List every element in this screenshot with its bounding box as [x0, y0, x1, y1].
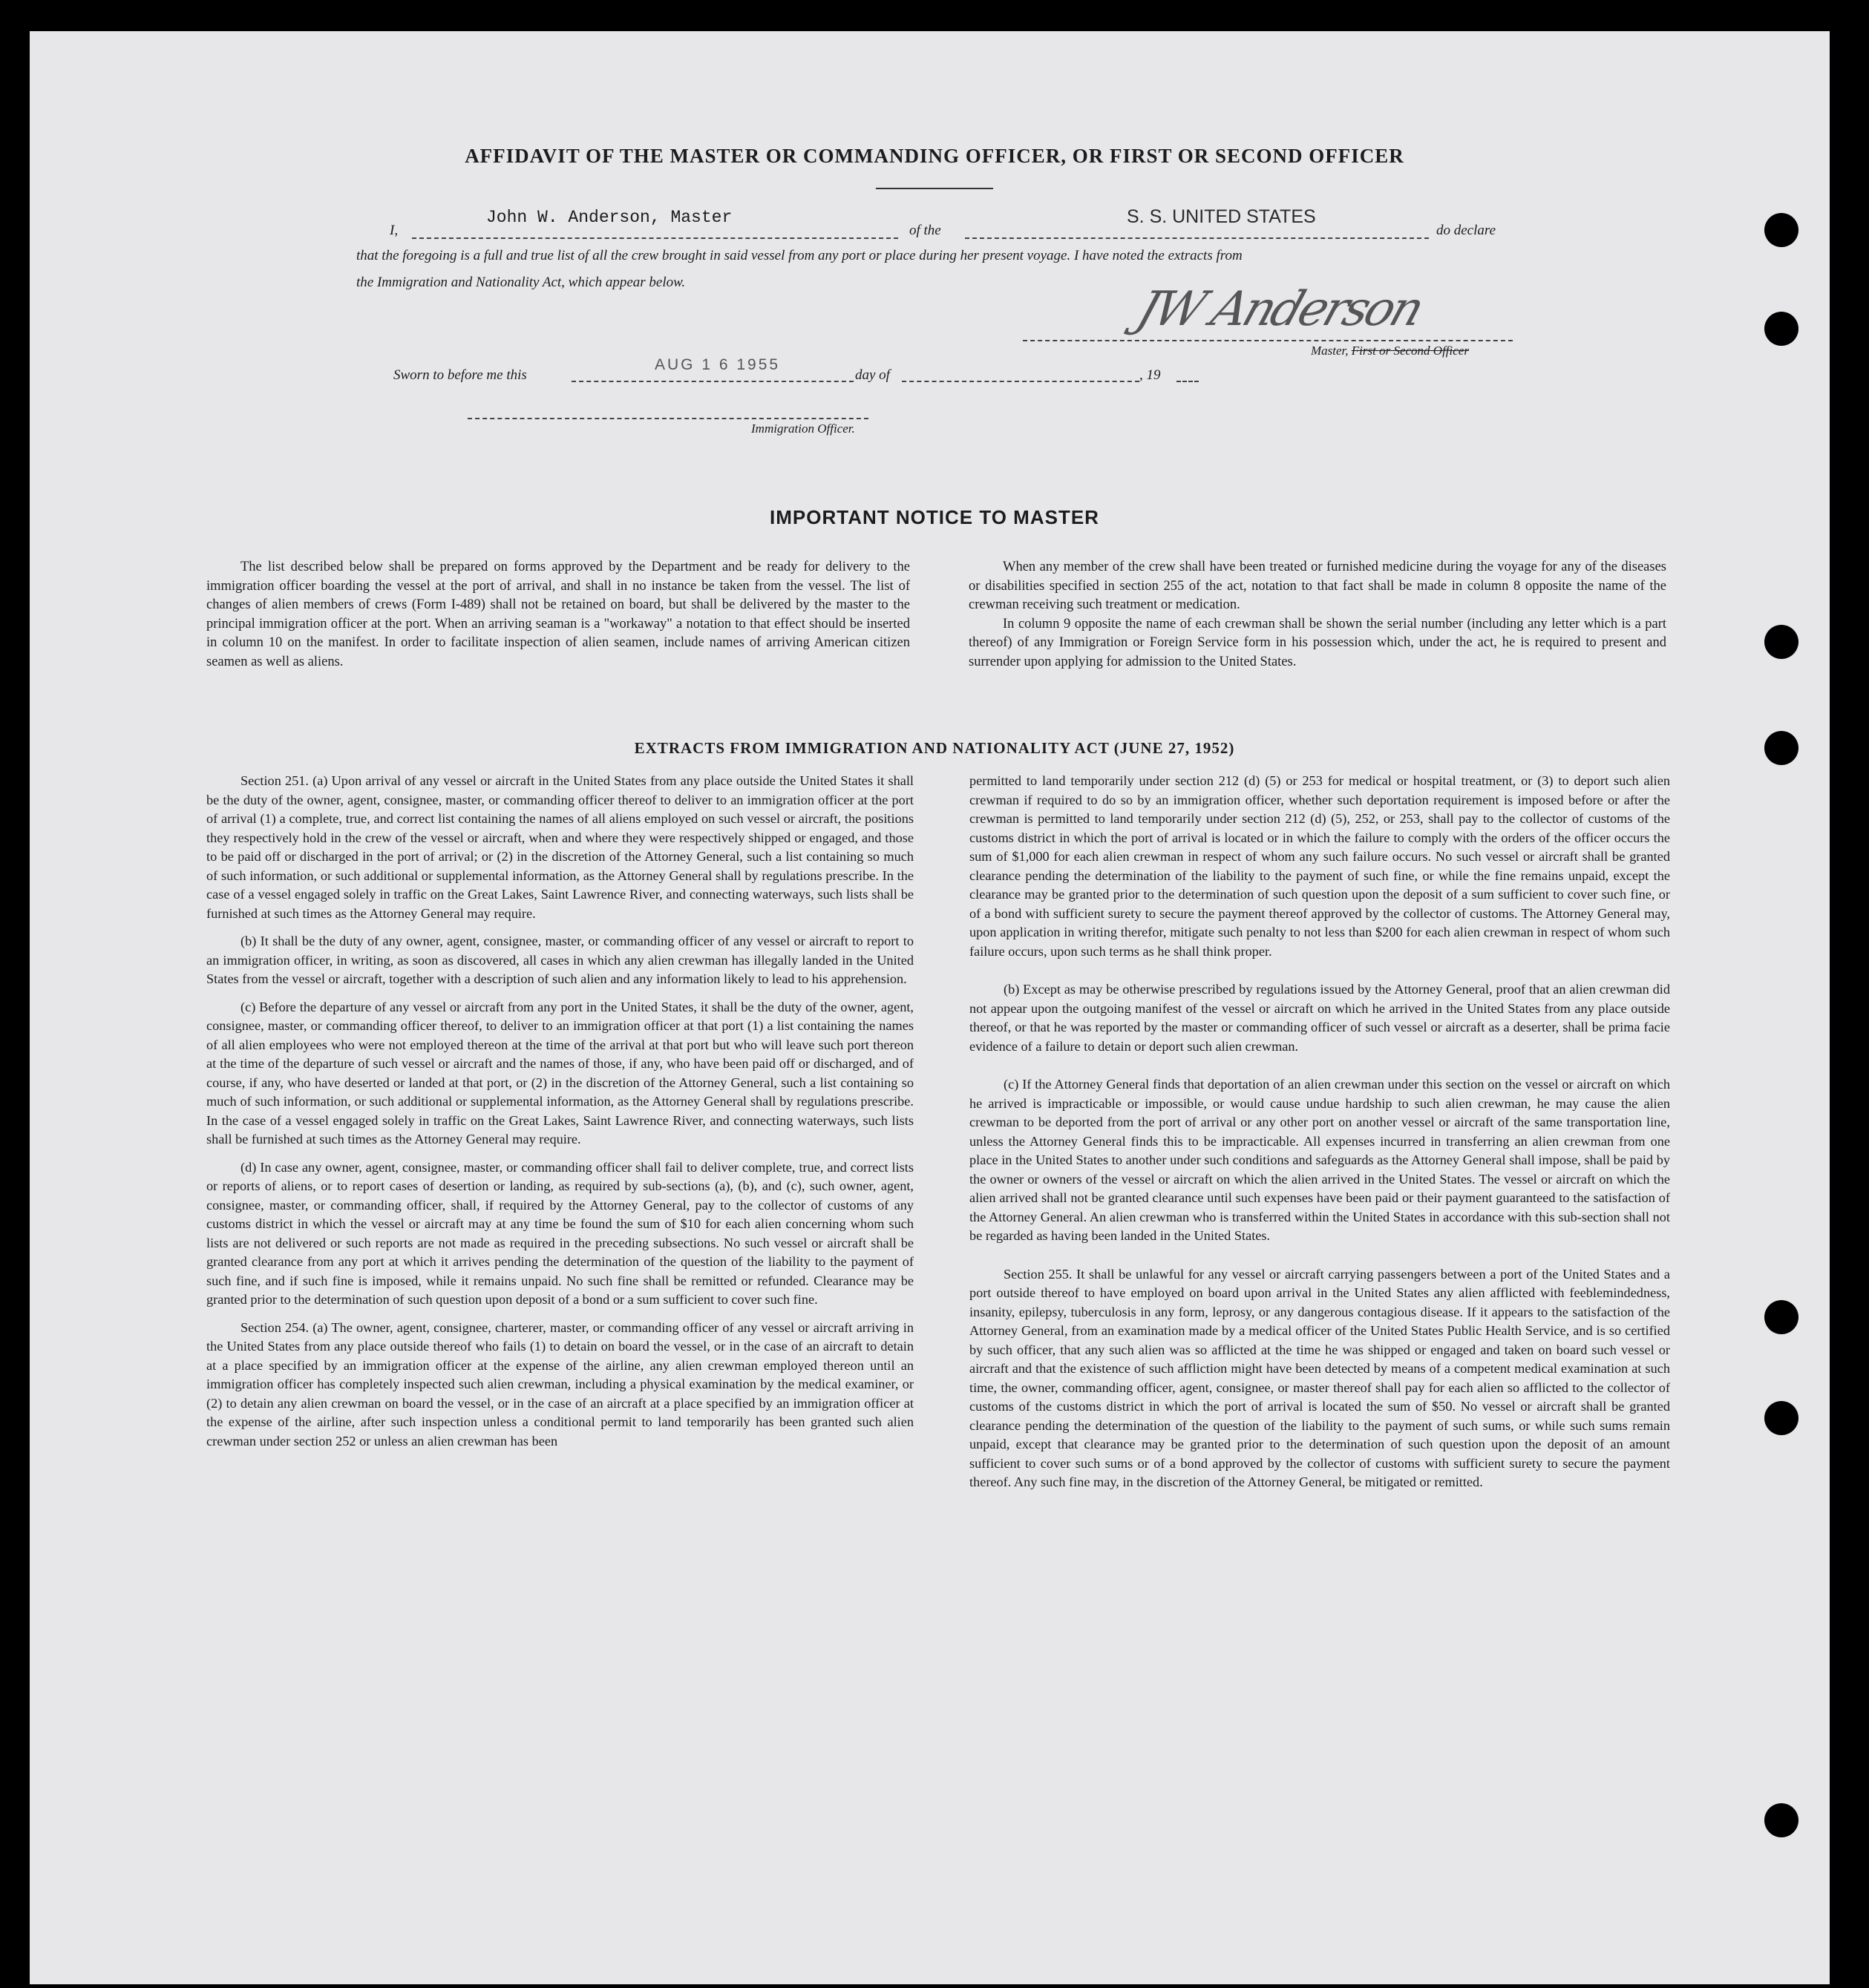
section-251-c: (c) Before the departure of any vessel or aircraft from any port in the United States, it shall be the duty of the owner, agent, consignee, master, or commanding officer thereof, to deliver to an immigration officer at that port (1) a list containing the names of all alien employees who were not employed thereon at the time of the arrival at that port but who will leave such port thereon at the time of the departure of such vessel or aircraft and the names of those, if any, who have been paid off or discharged, and of course, if any, who have deserted or landed at that port, or (2) in the discretion of the Attorney General, such a list containing so much of such information, or such additional or supplemental information, as the Attorney General shall by regulations prescribe. In the case of a vessel engaged solely in traffic on the Great Lakes, Saint Lawrence River, and connecting waterways, such lists shall be furnished at such times as the Attorney General may require.: [206, 999, 914, 1146]
binder-hole: [1764, 625, 1798, 659]
notice-right-column: [969, 558, 1666, 680]
binder-hole: [1764, 1803, 1798, 1837]
year-label: , 19: [1139, 367, 1161, 383]
section-251-d: (d) In case any owner, agent, consignee, master, or commanding officer shall fail to deliver complete, true, and correct lists or reports of aliens, or to report cases of desertion or landing, as required by sub-sections (a), (b), and (c), such owner, agent, consignee, master, or commanding officer, shall, if required by the Attorney General, pay to the collector of customs of any customs district in which the vessel or aircraft may at any time be found the sum of $10 for each alien concerning whom such lists are not delivered or such reports are not made as required in the preceding subsections. No such vessel or aircraft shall be granted clearance from any port at which it arrives pending the determination of the question of the liability to the payment of such fine, and if such fine is imposed, while it remains unpaid. No such fine shall be remitted or refunded. Clearance may be granted prior to the determination of such question upon deposit of a bond or a sum sufficient to cover such fine.: [206, 1159, 914, 1307]
signature-line: [1023, 340, 1513, 341]
binder-hole: [1764, 213, 1798, 247]
affidavit-title: AFFIDAVIT OF THE MASTER OR COMMANDING OFFICER, OR FIRST OR SECOND OFFICER: [465, 145, 1404, 167]
section-251-a: Section 251. (a) Upon arrival of any vessel or aircraft in the United States from any place outside the United States it shall be the duty of the owner, agent, consignee, master, or commanding officer thereof to deliver to an immigration officer at the port of arrival (1) a complete, true, and correct list containing the names of all aliens employed on such vessel or aircraft, the positions they respectively hold in the crew of the vessel or aircraft, when and where they were respectively shipped or engaged, and those to be paid off or discharged in the port of arrival; or (2) in the discretion of the Attorney General, such a list containing so much of such information, or such additional or supplemental information, as the Attorney General shall by regulations prescribe. In the case of a vessel engaged solely in traffic on the Great Lakes, Saint Lawrence River, and connecting waterways, such lists shall be furnished at such times as the Attorney General may require.: [206, 773, 914, 921]
extracts-title: EXTRACTS FROM IMMIGRATION AND NATIONALITY ACT (JUNE 27, 1952): [634, 739, 1235, 757]
extracts-left-column: [206, 772, 914, 1460]
sworn-label: Sworn to before me this: [393, 367, 527, 383]
sworn-date-stamp: AUG 1 6 1955: [655, 356, 781, 373]
notice-right-paragraph-2: In column 9 opposite the name of each crewman shall be shown the serial number (including any letter which is a part thereof) of any Immigration or Foreign Service form in his possession which, under the act, he is required to present and surrender upon applying for admission to the United States.: [969, 616, 1666, 669]
name-line: [412, 237, 898, 239]
section-254-c: (c) If the Attorney General finds that deportation of an alien crewman under this section on the vessel or aircraft on which he arrived is impracticable or impossible, or would cause undue hardship to such alien crewman, he may cause the alien crewman to be deported from the port of arrival or any other port on another vessel or aircraft of the same transportation line, unless the Attorney General finds this to be impracticable. All expenses incurred in transferring an alien crewman from one place in the United States to another under such conditions and safeguards as the Attorney General shall impose, shall be paid by the owner or owners of the vessel or aircraft on which the alien arrived in the United States. The vessel or aircraft on which the alien arrived shall not be granted clearance until such expenses have been paid or their payment guaranteed to the satisfaction of the Attorney General. An alien crewman who is transferred within the United States in accordance with this sub-section shall not be regarded as having been landed in the United States.: [969, 1077, 1670, 1243]
section-251-b: (b) It shall be the duty of any owner, agent, consignee, master, or commanding officer of any vessel or aircraft to report to an immigration officer, in writing, as soon as discovered, all cases in which any alien crewman has illegally landed in the United States from the vessel or aircraft, together with a description of such alien and any information likely to lead to his apprehension.: [206, 934, 914, 986]
notice-left-column: [206, 558, 910, 680]
extracts-right-column: [969, 772, 1670, 1501]
section-255: Section 255. It shall be unlawful for any vessel or aircraft carrying passengers between a port of the United States and a port outside thereof to have employed on board upon arrival in the United States any alien afflicted with feeblemindedness, insanity, epilepsy, tuberculosis in any form, leprosy, or any dangerous contagious disease. If it appears to the satisfaction of the Attorney General, from an examination made by a medical officer of the United States Public Health Service, and is so certified by such officer, that any such alien was so afflicted at the time he was shipped or engaged and taken on board such vessel or aircraft and that the existence of such affliction might have been detected by means of a competent medical examination at such time, the owner, commanding officer, agent, consignee, or master thereof shall pay for each alien so afflicted to the collector of customs of the customs district in which the port of arrival is located the sum of $50. No vessel or aircraft shall be granted clearance pending the determination of the question of the liability to the payment of such sums, or while such sums remain unpaid, except that clearance may be granted prior to the determination of such question upon the deposit of an amount sufficient to cover such sums or of a bond approved by the collector of customs with sufficient surety to secure the payment thereof. Any such fine may, in the discretion of the Attorney General, be mitigated or remitted.: [969, 1266, 1670, 1489]
vessel-line: [965, 237, 1429, 239]
label-i: I,: [390, 223, 399, 238]
signer-title: [1311, 344, 1469, 358]
officer-label: Immigration Officer.: [751, 421, 855, 436]
notice-right-paragraph-1: When any member of the crew shall have been treated or furnished medicine during the voyage for any of the diseases or disabilities specified in section 255 of the act, notation to that fact shall be made in column 8 opposite the name of the crewman receiving such treatment or medication.: [969, 560, 1666, 612]
signer-title-prefix: Master,: [1311, 344, 1349, 358]
declaration-line-1: that the foregoing is a full and true list of all the crew brought in said vessel from any port or place during her present voyage. I have noted the extracts from: [356, 248, 1243, 263]
notice-left-paragraph: The list described below shall be prepared on forms approved by the Department and be ready for delivery to the immigration officer boarding the vessel at the port of arrival, and shall in no instance be taken from the vessel. The list of changes of alien members of crews (Form I-489) shall not be retained on board, but shall be delivered by the master to the principal immigration officer at the port. When an arriving seaman is a "workaway" a notation to that effect should be inserted in column 10 on the manifest. In order to facilitate inspection of alien seamen, include names of arriving American citizen seamen as well as aliens.: [206, 560, 910, 669]
signer-title-struck: First or Second Officer: [1351, 344, 1469, 358]
section-254-a: Section 254. (a) The owner, agent, consignee, charterer, master, or commanding officer of any vessel or aircraft arriving in the United States from any place outside thereof who fails (1) to detain on board the vessel, or in the case of an aircraft to detain at a place specified by an immigration officer at the expense of the airline, any alien crewman employed thereon until an immigration officer has completely inspected such alien crewman, including a physical examination by the medical examiner, or (2) to detain any alien crewman on board the vessel, or in the case of an aircraft at a place specified by an immigration officer at the expense of the airline, after such inspection unless a conditional permit to land temporarily has been granted such alien crewman under section 252 or unless an alien crewman has been: [206, 1319, 914, 1449]
title-rule: [876, 188, 993, 189]
vessel-name: S. S. UNITED STATES: [1127, 206, 1316, 227]
binder-hole: [1764, 1401, 1798, 1435]
officer-signature-line: [468, 418, 868, 419]
binder-hole: [1764, 1300, 1798, 1334]
master-name: John W. Anderson, Master: [486, 208, 733, 227]
section-254-b: (b) Except as may be otherwise prescribed by regulations issued by the Attorney General, proof that an alien crewman did not appear upon the outgoing manifest of the vessel or aircraft on which he arrived in the United States from any place outside thereof, or that he was reported by the master or commanding officer of such vessel or aircraft as a deserter, shall be prima facie evidence of a failure to detain or deport such alien crewman.: [969, 982, 1670, 1054]
master-signature: JW Anderson: [1130, 282, 1429, 337]
sworn-date-line: [572, 381, 854, 382]
day-of-label: day of: [855, 367, 890, 383]
label-of-the: of the: [909, 223, 941, 238]
section-254-a-continued: permitted to land temporarily under section 212 (d) (5) or 253 for medical or hospital treatment, or (3) to deport such alien crewman if required to do so by an immigration officer, whether such deportation requirement is imposed before or after the crewman is permitted to land temporarily under section 212 (d) (5), 252, or 253, shall pay to the collector of customs of the customs district in which the port of arrival is located or in which the failure to comply with the orders of the officer occurs the sum of $1,000 for each alien crewman in respect of whom any such failure occurs. No such vessel or aircraft shall be granted clearance pending the determination of the liability to the payment of such fine, or while the fine remains unpaid, except the clearance may be granted prior to the determination of such question upon the deposit of a sum sufficient to cover such fine, or of a bond with sufficient surety to secure the payment thereof approved by the collector of customs. The Attorney General may, upon application in writing therefor, mitigate such penalty to not less than $200 for each alien crewman in respect of whom such failure occurs, upon such terms as he shall think proper.: [969, 773, 1670, 959]
label-do-declare: do declare: [1436, 223, 1496, 238]
month-line: [902, 381, 1139, 382]
binder-hole: [1764, 312, 1798, 346]
declaration-line-2: the Immigration and Nationality Act, which appear below.: [356, 275, 686, 290]
year-line: [1176, 381, 1199, 382]
notice-title: IMPORTANT NOTICE TO MASTER: [770, 506, 1099, 528]
